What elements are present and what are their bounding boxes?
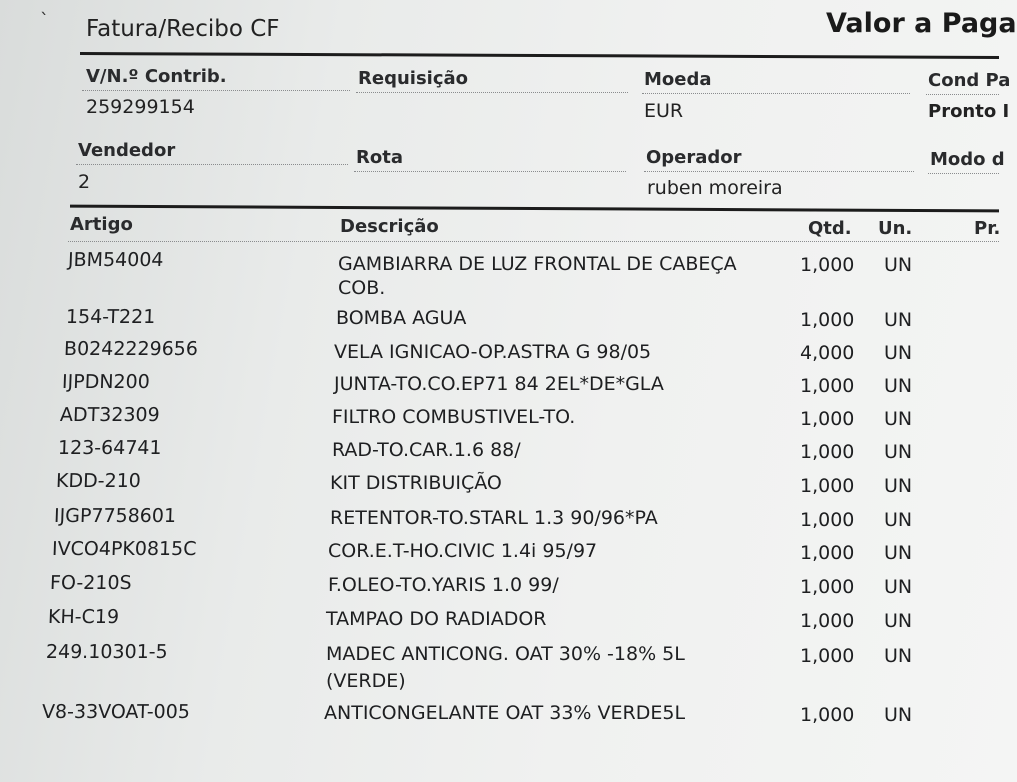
operador-underline xyxy=(644,171,914,172)
row-un: UN xyxy=(884,576,913,598)
table-top-rule xyxy=(70,205,999,213)
row-artigo: JBM54004 xyxy=(67,249,164,271)
moeda-value: EUR xyxy=(644,100,684,122)
row-descricao: RETENTOR-TO.STARL 1.3 90/96*PA xyxy=(330,507,658,529)
row-artigo: 249.10301-5 xyxy=(45,641,169,663)
moeda-underline xyxy=(642,93,910,94)
row-qtd: 1,000 xyxy=(800,645,855,667)
row-qtd: 1,000 xyxy=(800,254,855,276)
row-qtd: 4,000 xyxy=(800,342,855,364)
row-descricao-cont: (VERDE) xyxy=(326,670,406,692)
moeda-label: Moeda xyxy=(644,69,712,90)
row-qtd: 1,000 xyxy=(800,509,855,531)
col-header-pr: Pr. xyxy=(974,218,1001,239)
row-un: UN xyxy=(884,342,913,364)
row-descricao: FILTRO COMBUSTIVEL-TO. xyxy=(332,406,576,428)
row-descricao: COR.E.T-HO.CIVIC 1.4i 95/97 xyxy=(328,540,598,562)
table-header-underline xyxy=(68,241,999,242)
row-artigo: IJPDN200 xyxy=(61,371,151,393)
header-rule xyxy=(80,52,999,59)
row-descricao: RAD-TO.CAR.1.6 88/ xyxy=(332,439,521,461)
row-descricao: BOMBA AGUA xyxy=(336,307,467,329)
row-un: UN xyxy=(884,610,913,632)
col-header-descricao: Descrição xyxy=(340,216,439,237)
row-descricao: JUNTA-TO.CO.EP71 84 2EL*DE*GLA xyxy=(334,373,664,395)
row-un: UN xyxy=(884,441,913,463)
modo-label: Modo d xyxy=(930,149,1005,170)
row-qtd: 1,000 xyxy=(800,408,855,430)
row-descricao: KIT DISTRIBUIÇÃO xyxy=(330,472,502,494)
row-artigo: 123-64741 xyxy=(57,437,162,459)
cond-label: Cond Pa xyxy=(928,70,1011,91)
vendedor-value: 2 xyxy=(78,171,91,193)
col-header-qtd: Qtd. xyxy=(808,218,852,239)
vendedor-underline xyxy=(76,164,348,165)
row-artigo: KDD-210 xyxy=(55,470,142,492)
row-qtd: 1,000 xyxy=(800,704,855,726)
requisicao-underline xyxy=(356,92,628,93)
row-descricao: ANTICONGELANTE OAT 33% VERDE5L xyxy=(324,702,686,724)
row-qtd: 1,000 xyxy=(800,375,855,397)
row-artigo: IJGP7758601 xyxy=(53,505,177,527)
row-artigo: B0242229656 xyxy=(63,338,199,360)
row-descricao: F.OLEO-TO.YARIS 1.0 99/ xyxy=(328,574,559,596)
row-qtd: 1,000 xyxy=(800,475,855,497)
row-un: UN xyxy=(884,375,913,397)
row-qtd: 1,000 xyxy=(800,441,855,463)
row-un: UN xyxy=(884,254,913,276)
row-un: UN xyxy=(884,542,913,564)
row-un: UN xyxy=(884,704,913,726)
row-un: UN xyxy=(884,509,913,531)
cond-value: Pronto I xyxy=(928,101,1010,122)
col-header-un: Un. xyxy=(878,218,913,239)
cond-underline xyxy=(926,94,999,95)
row-artigo: FO-210S xyxy=(49,572,132,594)
row-un: UN xyxy=(884,309,913,331)
row-descricao: TAMPAO DO RADIADOR xyxy=(326,608,547,630)
row-artigo: 154-T221 xyxy=(65,306,156,328)
operador-label: Operador xyxy=(646,147,742,168)
row-qtd: 1,000 xyxy=(800,576,855,598)
row-un: UN xyxy=(884,408,913,430)
row-un: UN xyxy=(884,475,913,497)
row-qtd: 1,000 xyxy=(800,309,855,331)
row-descricao-cont: COB. xyxy=(338,277,386,299)
requisicao-label: Requisição xyxy=(358,68,469,89)
row-descricao: GAMBIARRA DE LUZ FRONTAL DE CABEÇA xyxy=(338,253,737,275)
rota-underline xyxy=(354,171,626,172)
contrib-label: V/N.º Contrib. xyxy=(86,66,227,87)
row-artigo: KH-C19 xyxy=(47,606,120,628)
modo-underline xyxy=(928,173,999,174)
contrib-value: 259299154 xyxy=(86,96,195,118)
row-artigo: ADT32309 xyxy=(59,404,161,426)
vendedor-label: Vendedor xyxy=(78,140,176,161)
contrib-underline xyxy=(82,90,350,91)
operador-value: ruben moreira xyxy=(647,177,783,199)
row-un: UN xyxy=(884,645,913,667)
row-descricao: VELA IGNICAO-OP.ASTRA G 98/05 xyxy=(334,341,652,363)
row-qtd: 1,000 xyxy=(800,542,855,564)
row-artigo: IVCO4PK0815C xyxy=(51,538,197,560)
corner-mark: ` xyxy=(40,10,49,31)
col-header-artigo: Artigo xyxy=(70,214,133,235)
document-title: Fatura/Recibo CF xyxy=(86,16,280,42)
row-descricao: MADEC ANTICONG. OAT 30% -18% 5L xyxy=(326,643,685,665)
rota-label: Rota xyxy=(356,147,403,168)
row-qtd: 1,000 xyxy=(800,610,855,632)
row-artigo: V8-33VOAT-005 xyxy=(41,701,191,723)
amount-heading: Valor a Paga xyxy=(826,8,1017,39)
